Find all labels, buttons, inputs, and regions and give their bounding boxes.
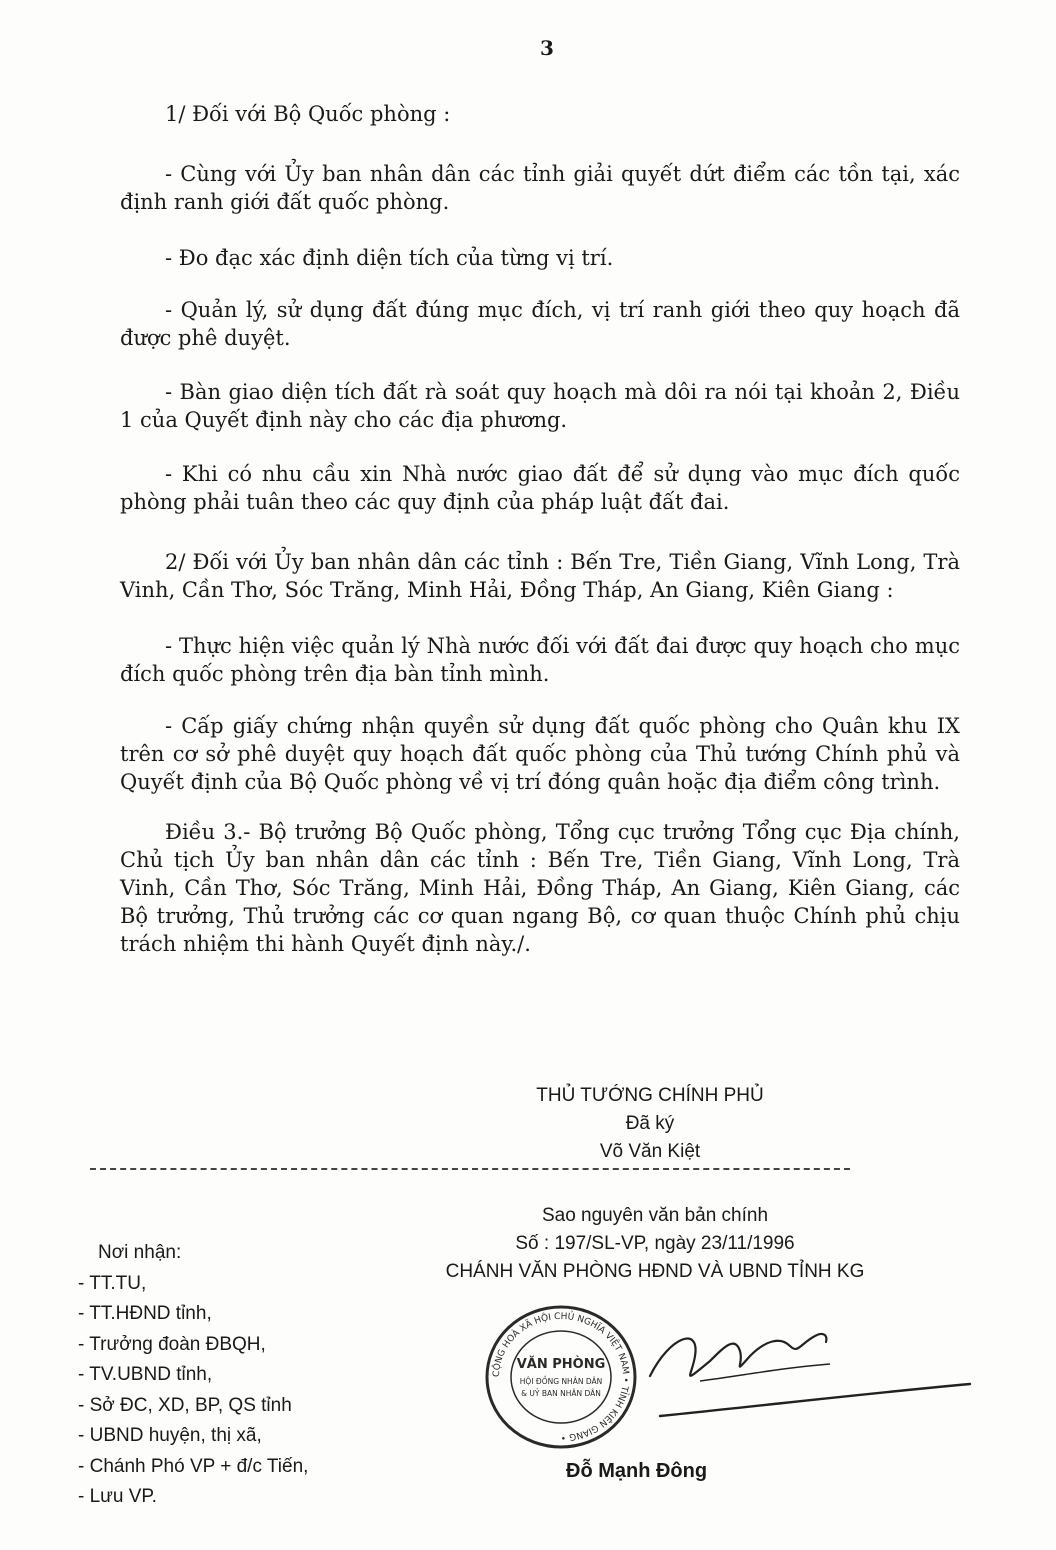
recipient-item: - TT.TU,	[78, 1272, 147, 1294]
signature-name: Võ Văn Kiệt	[599, 1141, 701, 1162]
recipient-item: - UBND huyện, thị xã,	[78, 1425, 262, 1446]
paragraph-resolve-boundaries: - Cùng với Ủy ban nhân dân các tỉnh giải quyết dứt điểm các tồn tại, xác định ranh giới đất quốc phòng.	[120, 162, 960, 214]
stamp-line-2: HỘI ĐỒNG NHÂN DÂN	[519, 1377, 603, 1386]
recipient-item: - Chánh Phó VP + đ/c Tiến,	[78, 1455, 309, 1477]
article-3: Điều 3.- Bộ trưởng Bộ Quốc phòng, Tổng cục trưởng Tổng cục Địa chính, Chủ tịch Ủy ban nhân dân các tỉnh : Bến Tre, Tiền Giang, Vĩnh Long, Trà Vinh, Cần Thơ, Sóc Trăng, Minh Hải, Đồng Tháp, An Giang, Kiên Giang, các Bộ trưởng, Thủ trưởng các cơ quan ngang Bộ, cơ quan thuộc Chính phủ chịu trách nhiệm thi hành Quyết định này./.	[120, 820, 960, 956]
copy-certification	[420, 1202, 890, 1286]
handwritten-signature	[640, 1316, 980, 1436]
paragraph-measure-area: - Đo đạc xác định diện tích của từng vị trí.	[165, 246, 614, 270]
prime-minister-signature-block	[440, 1082, 860, 1166]
section-2-heading: 2/ Đối với Ủy ban nhân dân các tỉnh : Bến Tre, Tiền Giang, Vĩnh Long, Trà Vinh, Cần Thơ, Sóc Trăng, Minh Hải, Đồng Tháp, An Giang, Kiên Giang :	[120, 550, 960, 602]
copy-line-3: CHÁNH VĂN PHÒNG HĐND VÀ UBND TỈNH KG	[445, 1261, 865, 1282]
recipient-item: - Trưởng đoàn ĐBQH,	[78, 1333, 266, 1355]
paragraph-manage-use: - Quản lý, sử dụng đất đúng mục đích, vị trí ranh giới theo quy hoạch đã được phê duyệt.	[120, 298, 960, 350]
recipient-item: - Lưu VP.	[78, 1486, 157, 1507]
recipients-list	[78, 1238, 398, 1513]
recipient-item: - TV.UBND tỉnh,	[78, 1364, 213, 1385]
office-stamp	[476, 1302, 646, 1452]
copy-line-1: Sao nguyên văn bản chính	[541, 1205, 769, 1226]
recipients-heading: Nơi nhận:	[98, 1242, 182, 1263]
section-1-heading	[120, 100, 960, 128]
paragraph-land-request: - Khi có nhu cầu xin Nhà nước giao đất để sử dụng vào mục đích quốc phòng phải tuân theo các quy định của pháp luật đất đai.	[120, 462, 960, 514]
section-1-heading-text: 1/ Đối với Bộ Quốc phòng :	[165, 102, 451, 126]
recipient-item: - TT.HĐND tỉnh,	[78, 1303, 212, 1324]
paragraph-hand-over: - Bàn giao diện tích đất rà soát quy hoạch mà dôi ra nói tại khoản 2, Điều 1 của Quyết định này cho các địa phương.	[120, 380, 960, 432]
signature-title: THỦ TƯỚNG CHÍNH PHỦ	[536, 1085, 764, 1106]
dashed-separator	[90, 1168, 850, 1170]
page-number: 3	[540, 36, 554, 60]
recipient-item: - Sở ĐC, XD, BP, QS tỉnh	[78, 1394, 292, 1416]
copy-signer-name: Đỗ Mạnh Đông	[566, 1460, 708, 1482]
paragraph-state-management: - Thực hiện việc quản lý Nhà nước đối với đất đai được quy hoạch cho mục đích quốc phòng trên địa bàn tỉnh mình.	[120, 634, 960, 686]
signature-signed: Đã ký	[625, 1113, 675, 1134]
copy-line-2: Số : 197/SL-VP, ngày 23/11/1996	[515, 1233, 795, 1254]
stamp-center-text: VĂN PHÒNG	[516, 1357, 606, 1372]
stamp-ring-text: CỘNG HOÀ XÃ HỘI CHỦ NGHĨA VIỆT NAM • TỈNH KIÊN GIANG •	[491, 1311, 631, 1443]
paragraph-issue-certificate: - Cấp giấy chứng nhận quyền sử dụng đất quốc phòng cho Quân khu IX trên cơ sở phê duyệt quy hoạch đất quốc phòng của Thủ tướng Chính phủ và Quyết định của Bộ Quốc phòng về vị trí đóng quân hoặc địa điểm công trình.	[120, 714, 960, 794]
stamp-line-3: & UỶ BAN NHÂN DÂN	[521, 1389, 601, 1398]
